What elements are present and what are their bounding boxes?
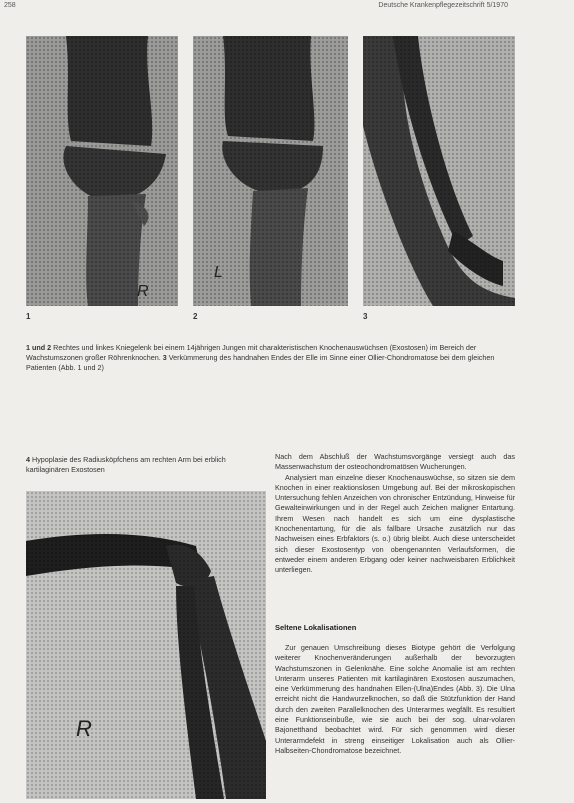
figure-2-side-letter: L — [214, 264, 223, 281]
caption-figures-1-3 — [26, 343, 516, 373]
caption-figure-4 — [26, 455, 256, 475]
caption-text-2: Verkümmerung des handnahen Endes der Elle im Sinne einer Ollier-Chondromatose bei dem gleichen Patienten (Abb. 1 und 2) — [26, 353, 495, 372]
figure-1-xray — [26, 36, 178, 306]
paragraph-2: Analysiert man einzelne dieser Knochenauswüchse, so sitzen sie dem Knochen in einer reaktionslosen Umgebung auf. Bei der mikroskopischen Untersuchung fehlen Anzeichen von chronischer Entzündung, Hinweise für Gewalteinwirkungen und in der Regel auch Zeichen maligner Entartung. Ihrem Wesen nach handelt es sich um eine dysplastische Knochenentartung, für die als fallbare Ursache zusätzlich nur das Nachweisen eines Erbfaktors (s. o.) übrig bleibt. Auch diese unterscheidet sich dieser Exostosentyp von obengenannten Verlaufsformen, die entweder einem anderen Erbgang oder keiner nachweisbaren Erblichkeit unterliegen. — [275, 472, 515, 575]
figure-1-number: 1 — [26, 312, 31, 321]
figure-4-side-letter: R — [76, 716, 92, 741]
caption-numbers: 1 und 2 — [26, 343, 52, 352]
caption-number-3: 3 — [160, 353, 167, 362]
figure-1-side-letter: R — [137, 283, 149, 300]
figure-3-xray — [363, 36, 515, 306]
page-number: 258 — [4, 2, 16, 9]
figure-2-number: 2 — [193, 312, 198, 321]
body-column — [275, 452, 515, 576]
section-heading: Seltene Lokalisationen — [275, 623, 357, 632]
paragraph-1: Nach dem Abschluß der Wachstumsvorgänge versiegt auch das Massenwachstum der osteochondromatösen Wucherungen. — [275, 452, 515, 472]
caption-text-1: Rechtes und linkes Kniegelenk bei einem 14jährigen Jungen mit charakteristischen Knochenauswüchsen (Exostosen) im Bereich der Wachstumszonen großer Röhrenknochen. — [26, 343, 477, 362]
body-column-2 — [275, 643, 515, 756]
caption-4-text: Hypoplasie des Radiusköpfchens am rechten Arm bei erblich kartilaginären Exostosen — [26, 455, 226, 474]
caption-4-number: 4 — [26, 455, 30, 464]
paragraph-3: Zur genauen Umschreibung dieses Biotype gehört die Verfolgung weiterer Knochenveränderungen außerhalb der bevorzugten Wachstumszonen in Gelenknähe. Eine solche Anomalie ist am rechten Unterarm unseres Patienten mit kartilaginären Exostosen auszumachen, eine Verkümmerung des handnahen Ellen-(Ulna)Endes (Abb. 3). Die Ulna erreicht nicht die Handwurzelknochen, so daß die Stützfunktion der Hand durch den zweiten Parallelknochen des Unterarmes wegfällt. Es resultiert eine Funktionseinbuße, wie sie auch bei der sog. ulnar-volaren Bajonetthand beobachtet wird. Für sich genommen wird dieser Unterarmdefekt in streng einseitiger Lokalisation auch als Ollier-Halbseiten-Chondromatose bezeichnet. — [275, 643, 515, 755]
figure-4-xray — [26, 491, 266, 799]
journal-name: Deutsche Krankenpflegezeitschrift 5/1970 — [378, 2, 508, 9]
figure-3-number: 3 — [363, 312, 368, 321]
